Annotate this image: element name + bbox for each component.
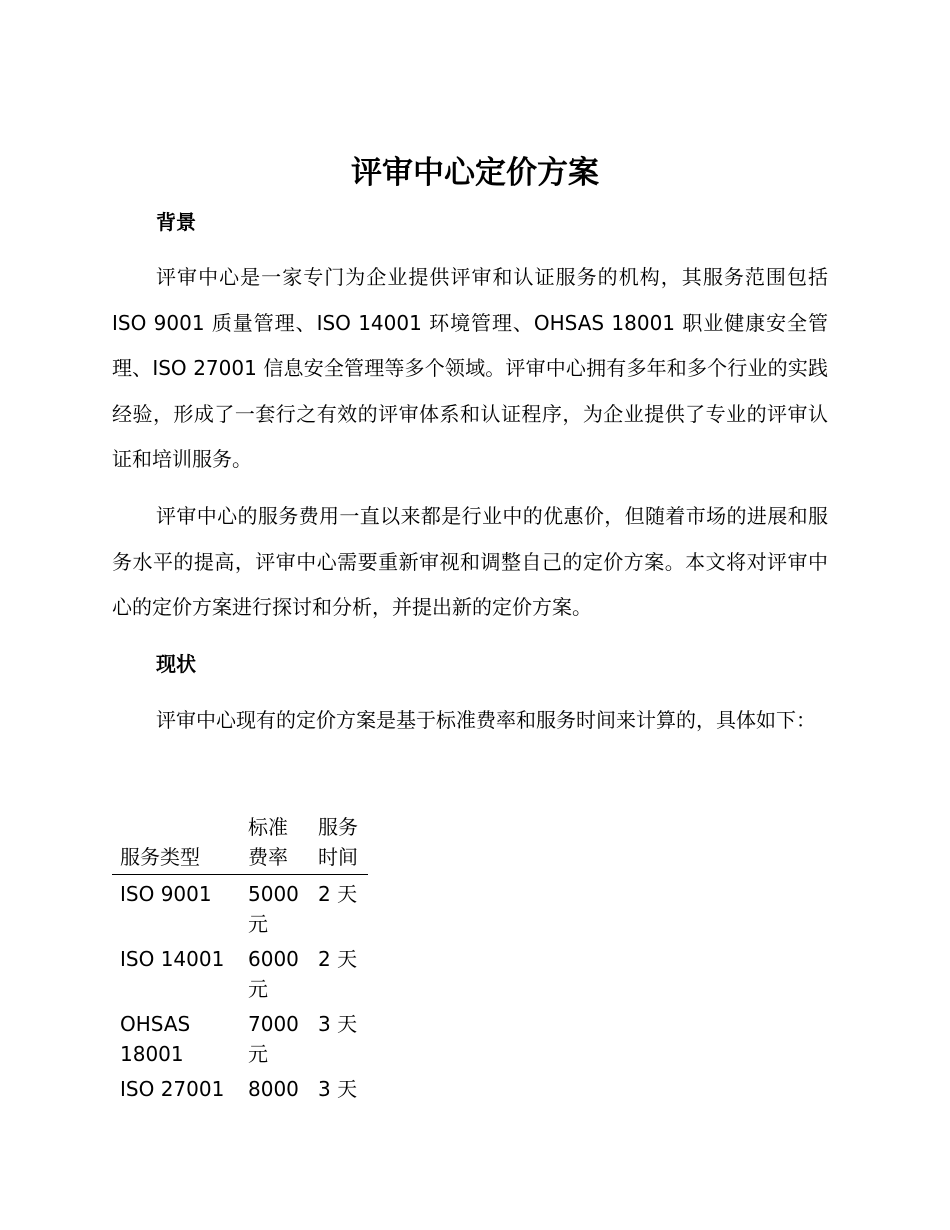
section-heading-background: 背景	[156, 210, 196, 234]
column-header-service-type: 服务类型	[112, 812, 240, 875]
cell-service-type: ISO 14001	[120, 947, 225, 971]
pricing-table	[112, 812, 368, 1105]
cell-service-type: ISO 9001	[120, 882, 212, 906]
table-row	[112, 940, 368, 1005]
cell-service-type: ISO 27001	[120, 1077, 225, 1101]
column-header-service-time: 服务时间	[310, 812, 368, 875]
paragraph-background-2: 评审中心的服务费用一直以来都是行业中的优惠价，但随着市场的进展和服务水平的提高，评审中心需要重新审视和调整自己的定价方案。本文将对评审中心的定价方案进行探讨和分析，并提出新的定价方案。	[112, 504, 828, 619]
cell-service-type: OHSAS 18001	[120, 1012, 191, 1066]
table-row	[112, 875, 368, 941]
paragraph-status-1: 评审中心现有的定价方案是基于标准费率和服务时间来计算的，具体如下：	[156, 708, 816, 732]
paragraph-background-1: 评审中心是一家专门为企业提供评审和认证服务的机构，其服务范围包括 ISO 9001 质量管理、ISO 14001 环境管理、OHSAS 18001 职业健康安全管理、ISO 27001 信息安全管理等多个领域。评审中心拥有多年和多个行业的实践经验，形成了一套行之有效的评审体系和认证程序，为企业提供了专业的评审认证和培训服务。	[112, 265, 828, 471]
document-title: 评审中心定价方案	[351, 155, 599, 191]
cell-standard-rate: 5000 元	[248, 882, 299, 936]
cell-standard-rate: 8000	[248, 1077, 299, 1101]
section-heading-status: 现状	[156, 652, 196, 676]
cell-standard-rate: 7000 元	[248, 1012, 299, 1066]
table-row	[112, 1005, 368, 1070]
cell-standard-rate: 6000 元	[248, 947, 299, 1001]
column-header-standard-rate: 标准费率	[240, 812, 310, 875]
table-row	[112, 1070, 368, 1105]
cell-service-time: 3 天	[318, 1077, 358, 1101]
table-header-row	[112, 812, 368, 875]
cell-service-time: 3 天	[318, 1012, 358, 1036]
cell-service-time: 2 天	[318, 947, 358, 971]
cell-service-time: 2 天	[318, 882, 358, 906]
